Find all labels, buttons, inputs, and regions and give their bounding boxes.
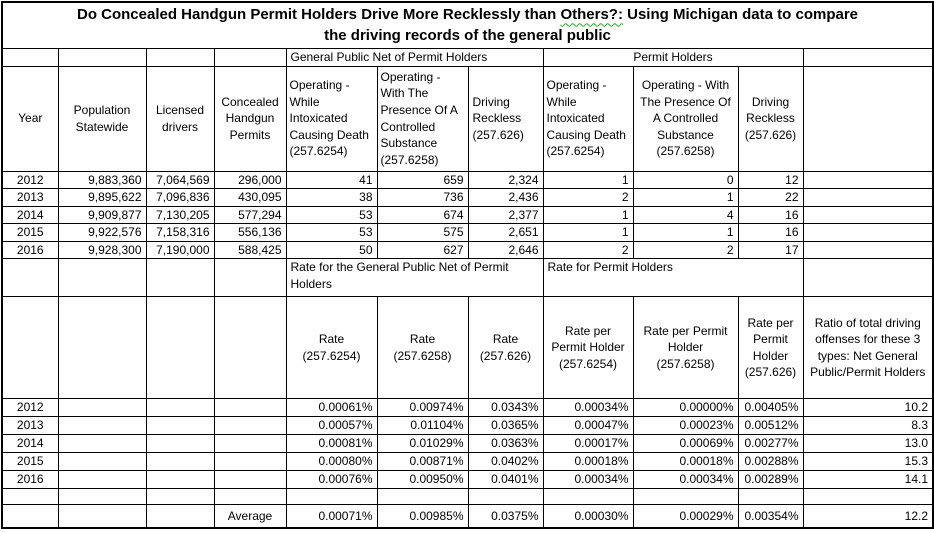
population-cell: 9,895,622: [58, 189, 146, 207]
ph-owi-cell: 2: [543, 189, 633, 207]
empty-cell: [146, 489, 214, 505]
empty-cell: [2, 259, 58, 297]
title-spellcheck-word: Others?:: [560, 6, 623, 24]
header-ratio: Ratio of total driving offenses for these 3 types: Net General Public/Permit Holders: [803, 297, 933, 399]
rate-section-label-row: [2, 259, 933, 297]
gp-ocs-cell: 674: [377, 206, 468, 224]
gp-reckless-cell: 2,651: [468, 224, 543, 242]
avg-ph-rate-626-cell: 0.00354%: [738, 505, 803, 528]
gp-rate-6254-cell: 0.00057%: [286, 417, 377, 435]
counts-row-2016: [2, 241, 933, 259]
empty-cell: [803, 489, 933, 505]
licensed-cell: 7,190,000: [146, 241, 214, 259]
ph-rate-6258-cell: 0.00069%: [633, 435, 738, 453]
year-cell: 2012: [2, 171, 58, 189]
empty-cell: [146, 435, 214, 453]
ph-rate-6254-cell: 0.00034%: [543, 471, 633, 489]
empty-cell: [803, 259, 933, 297]
ph-ocs-cell: 2: [633, 241, 738, 259]
gp-rate-6258-cell: 0.00974%: [377, 399, 468, 417]
empty-cell: [146, 48, 214, 66]
ph-owi-cell: 1: [543, 206, 633, 224]
gp-reckless-cell: 2,324: [468, 171, 543, 189]
empty-cell: [58, 417, 146, 435]
empty-cell: [803, 189, 933, 207]
gp-rate-626-cell: 0.0402%: [468, 453, 543, 471]
year-cell: 2015: [2, 224, 58, 242]
empty-cell: [58, 48, 146, 66]
rate-row-2015: [2, 453, 933, 471]
empty-cell: [146, 259, 214, 297]
gp-ocs-cell: 575: [377, 224, 468, 242]
ratio-cell: 13.0: [803, 435, 933, 453]
permits-cell: 577,294: [214, 206, 286, 224]
empty-cell: [2, 297, 58, 399]
ratio-cell: 14.1: [803, 471, 933, 489]
permits-cell: 556,136: [214, 224, 286, 242]
empty-cell: [803, 224, 933, 242]
header-ph-owi: Operating - While Intoxicated Causing Death (257.6254): [543, 66, 633, 171]
year-cell: 2016: [2, 241, 58, 259]
rate-label-permit-holders: Rate for Permit Holders: [543, 259, 803, 297]
avg-gp-rate-626-cell: 0.0375%: [468, 505, 543, 528]
ph-owi-cell: 1: [543, 224, 633, 242]
gp-reckless-cell: 2,436: [468, 189, 543, 207]
ph-rate-626-cell: 0.00288%: [738, 453, 803, 471]
title-line2: the driving records of the general public: [324, 27, 611, 45]
empty-cell: [214, 259, 286, 297]
gp-rate-6254-cell: 0.00080%: [286, 453, 377, 471]
empty-cell: [146, 399, 214, 417]
header-gp-owi: Operating - While Intoxicated Causing Death (257.6254): [286, 66, 377, 171]
ph-rate-626-cell: 0.00289%: [738, 471, 803, 489]
empty-cell: [214, 417, 286, 435]
ph-rate-6258-cell: 0.00000%: [633, 399, 738, 417]
empty-cell: [58, 259, 146, 297]
header-population: Population Statewide: [58, 66, 146, 171]
gp-rate-626-cell: 0.0365%: [468, 417, 543, 435]
ph-owi-cell: 2: [543, 241, 633, 259]
licensed-cell: 7,130,205: [146, 206, 214, 224]
empty-cell: [803, 206, 933, 224]
header-ph-ocs: Operating - With The Presence Of A Controlled Substance (257.6258): [633, 66, 738, 171]
empty-cell: [58, 471, 146, 489]
gp-owi-cell: 38: [286, 189, 377, 207]
rate-label-general-public: Rate for the General Public Net of Permit Holders: [286, 259, 543, 297]
group-header-row: [2, 48, 933, 66]
empty-cell: [58, 399, 146, 417]
rate-row-2012: [2, 399, 933, 417]
empty-cell: [214, 297, 286, 399]
header-gp-rate-6258: Rate (257.6258): [377, 297, 468, 399]
empty-cell: [146, 297, 214, 399]
year-cell: 2013: [2, 417, 58, 435]
gp-rate-6258-cell: 0.00871%: [377, 453, 468, 471]
year-cell: 2016: [2, 471, 58, 489]
ph-rate-6258-cell: 0.00034%: [633, 471, 738, 489]
data-table: [1, 1, 934, 529]
empty-cell: [2, 489, 58, 505]
spacer-row: [2, 489, 933, 505]
ph-ocs-cell: 1: [633, 189, 738, 207]
ph-reckless-cell: 17: [738, 241, 803, 259]
gp-rate-6258-cell: 0.01104%: [377, 417, 468, 435]
population-cell: 9,928,300: [58, 241, 146, 259]
empty-cell: [2, 505, 58, 528]
empty-cell: [214, 489, 286, 505]
ph-rate-626-cell: 0.00277%: [738, 435, 803, 453]
group-header-general-public: General Public Net of Permit Holders: [286, 48, 543, 66]
header-ph-rate-6258: Rate per Permit Holder (257.6258): [633, 297, 738, 399]
empty-cell: [803, 241, 933, 259]
ph-rate-626-cell: 0.00405%: [738, 399, 803, 417]
ratio-cell: 10.2: [803, 399, 933, 417]
group-header-permit-holders: Permit Holders: [543, 48, 803, 66]
header-gp-ocs: Operating - With The Presence Of A Controlled Substance (257.6258): [377, 66, 468, 171]
empty-cell: [738, 489, 803, 505]
gp-rate-6254-cell: 0.00081%: [286, 435, 377, 453]
empty-cell: [214, 435, 286, 453]
empty-cell: [214, 399, 286, 417]
empty-cell: [146, 453, 214, 471]
ph-rate-6258-cell: 0.00018%: [633, 453, 738, 471]
header-permits: Concealed Handgun Permits: [214, 66, 286, 171]
year-cell: 2012: [2, 399, 58, 417]
average-row: [2, 505, 933, 528]
ph-rate-6254-cell: 0.00017%: [543, 435, 633, 453]
population-cell: 9,883,360: [58, 171, 146, 189]
page-title: [2, 2, 933, 48]
ph-ocs-cell: 4: [633, 206, 738, 224]
gp-owi-cell: 53: [286, 206, 377, 224]
permits-cell: 430,095: [214, 189, 286, 207]
header-gp-rate-6254: Rate (257.6254): [286, 297, 377, 399]
ph-ocs-cell: 1: [633, 224, 738, 242]
empty-cell: [214, 471, 286, 489]
year-cell: 2015: [2, 453, 58, 471]
empty-cell: [214, 48, 286, 66]
population-cell: 9,922,576: [58, 224, 146, 242]
header-ph-reckless: Driving Reckless (257.626): [738, 66, 803, 171]
gp-rate-6258-cell: 0.00950%: [377, 471, 468, 489]
gp-owi-cell: 41: [286, 171, 377, 189]
header-ph-rate-626: Rate per Permit Holder (257.626): [738, 297, 803, 399]
licensed-cell: 7,096,836: [146, 189, 214, 207]
gp-rate-6254-cell: 0.00076%: [286, 471, 377, 489]
avg-ratio-cell: 12.2: [803, 505, 933, 528]
ph-rate-6254-cell: 0.00018%: [543, 453, 633, 471]
empty-cell: [146, 417, 214, 435]
header-year: Year: [2, 66, 58, 171]
ph-rate-6254-cell: 0.00034%: [543, 399, 633, 417]
avg-ph-rate-6254-cell: 0.00030%: [543, 505, 633, 528]
empty-cell: [377, 489, 468, 505]
ph-reckless-cell: 22: [738, 189, 803, 207]
avg-gp-rate-6258-cell: 0.00985%: [377, 505, 468, 528]
counts-row-2015: [2, 224, 933, 242]
rate-row-2014: [2, 435, 933, 453]
empty-cell: [803, 66, 933, 171]
ph-ocs-cell: 0: [633, 171, 738, 189]
header-gp-reckless: Driving Reckless (257.626): [468, 66, 543, 171]
year-cell: 2014: [2, 206, 58, 224]
empty-cell: [2, 48, 58, 66]
gp-rate-6254-cell: 0.00061%: [286, 399, 377, 417]
empty-cell: [146, 505, 214, 528]
title-row: [2, 2, 933, 48]
empty-cell: [803, 171, 933, 189]
permits-cell: 296,000: [214, 171, 286, 189]
counts-row-2012: [2, 171, 933, 189]
empty-cell: [58, 453, 146, 471]
gp-ocs-cell: 736: [377, 189, 468, 207]
rate-row-2016: [2, 471, 933, 489]
header-ph-rate-6254: Rate per Permit Holder (257.6254): [543, 297, 633, 399]
gp-reckless-cell: 2,377: [468, 206, 543, 224]
header-gp-rate-626: Rate (257.626): [468, 297, 543, 399]
gp-rate-626-cell: 0.0363%: [468, 435, 543, 453]
header-licensed-drivers: Licensed drivers: [146, 66, 214, 171]
counts-row-2013: [2, 189, 933, 207]
gp-owi-cell: 53: [286, 224, 377, 242]
ph-reckless-cell: 12: [738, 171, 803, 189]
ph-reckless-cell: 16: [738, 224, 803, 242]
empty-cell: [286, 489, 377, 505]
counts-row-2014: [2, 206, 933, 224]
licensed-cell: 7,158,316: [146, 224, 214, 242]
ratio-cell: 8.3: [803, 417, 933, 435]
year-cell: 2014: [2, 435, 58, 453]
ph-reckless-cell: 16: [738, 206, 803, 224]
empty-cell: [58, 435, 146, 453]
column-header-row: [2, 66, 933, 171]
empty-cell: [633, 489, 738, 505]
empty-cell: [543, 489, 633, 505]
empty-cell: [58, 505, 146, 528]
empty-cell: [803, 48, 933, 66]
average-label: Average: [214, 505, 286, 528]
empty-cell: [146, 471, 214, 489]
ph-owi-cell: 1: [543, 171, 633, 189]
gp-ocs-cell: 659: [377, 171, 468, 189]
empty-cell: [58, 489, 146, 505]
gp-ocs-cell: 627: [377, 241, 468, 259]
gp-reckless-cell: 2,646: [468, 241, 543, 259]
empty-cell: [214, 453, 286, 471]
licensed-cell: 7,064,569: [146, 171, 214, 189]
rate-row-2013: [2, 417, 933, 435]
empty-cell: [468, 489, 543, 505]
gp-rate-626-cell: 0.0343%: [468, 399, 543, 417]
rate-header-row: [2, 297, 933, 399]
empty-cell: [58, 297, 146, 399]
ph-rate-6254-cell: 0.00047%: [543, 417, 633, 435]
gp-rate-626-cell: 0.0401%: [468, 471, 543, 489]
avg-ph-rate-6258-cell: 0.00029%: [633, 505, 738, 528]
ph-rate-6258-cell: 0.00023%: [633, 417, 738, 435]
population-cell: 9,909,877: [58, 206, 146, 224]
gp-owi-cell: 50: [286, 241, 377, 259]
permits-cell: 588,425: [214, 241, 286, 259]
avg-gp-rate-6254-cell: 0.00071%: [286, 505, 377, 528]
title-text-part2: Using Michigan data to compare: [622, 6, 859, 24]
title-text-part1: Do Concealed Handgun Permit Holders Drive More Recklessly than: [76, 6, 561, 24]
ph-rate-626-cell: 0.00512%: [738, 417, 803, 435]
ratio-cell: 15.3: [803, 453, 933, 471]
gp-rate-6258-cell: 0.01029%: [377, 435, 468, 453]
year-cell: 2013: [2, 189, 58, 207]
